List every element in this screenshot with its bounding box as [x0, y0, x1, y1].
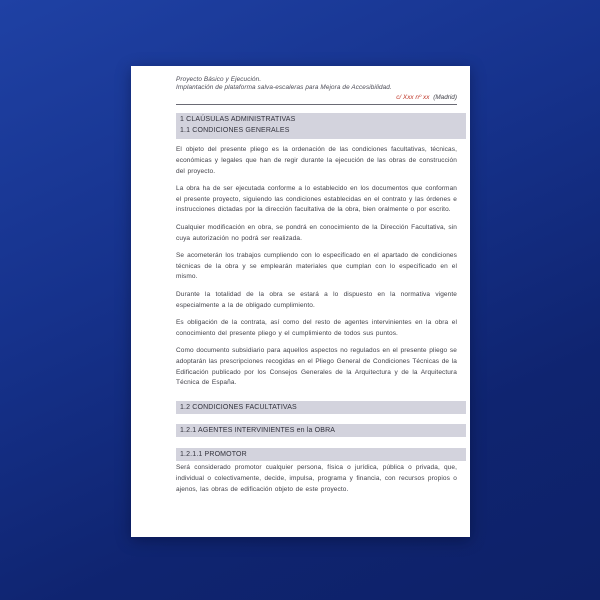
paragraph-promotor: Será considerado promotor cualquier persona, física o jurídica, pública o privada, que, individual o colectivamente, decide, impulsa, programa y financia, con recursos propios o ajenos, las obras de edificación objeto de este proyecto.	[176, 464, 457, 493]
heading-group-administrativas	[176, 113, 466, 139]
document-page	[131, 66, 470, 537]
header-rule	[176, 104, 457, 105]
header-address-city: (Madrid)	[433, 94, 457, 101]
paragraph: Se acometerán los trabajos cumpliendo con lo especificado en el apartado de condiciones técnicas de la obra y se emplearán materiales que cumplan con lo especificado en el mismo.	[176, 251, 457, 281]
heading-condiciones-facultativas: 1.2 CONDICIONES FACULTATIVAS	[176, 401, 466, 414]
header-address-line	[176, 94, 457, 102]
heading-clausulas-administrativas: 1 CLAÚSULAS ADMINISTRATIVAS	[180, 116, 296, 123]
paragraph: Es obligación de la contrata, así como del resto de agentes intervinientes en la obra el conocimiento del presente pliego y el cumplimiento de todos sus puntos.	[176, 318, 457, 337]
heading-agentes-intervinientes: 1.2.1 AGENTES INTERVINIENTES en la OBRA	[176, 424, 466, 437]
paragraph: La obra ha de ser ejecutada conforme a lo establecido en los documentos que conforman el presente proyecto, siguiendo las condiciones establecidas en el contrato y las órdenes e instrucciones dictadas por la dirección facultativa de la obra, bien oralmente o por escrito.	[176, 184, 457, 214]
paragraph: Cualquier modificación en obra, se pondrá en conocimiento de la Dirección Facultativa, sin cuya autorización no podrá ser realizada.	[176, 223, 457, 242]
header-project-subtitle: Implantación de plataforma salva-escaleras para Mejora de Accesibilidad.	[176, 84, 392, 91]
header-project-title: Proyecto Básico y Ejecución.	[176, 76, 262, 83]
paragraph: El objeto del presente pliego es la ordenación de las condiciones facultativas, técnicas, económicas y legales que han de regir durante la ejecución de las obras de construcción del proyecto.	[176, 146, 457, 175]
heading-condiciones-generales: 1.1 CONDICIONES GENERALES	[180, 126, 290, 134]
document-body	[176, 145, 457, 496]
heading-promotor: 1.2.1.1 PROMOTOR	[176, 448, 466, 461]
header-address-street: c/ Xxx nº xx	[396, 94, 430, 101]
paragraph: Como documento subsidiario para aquellos aspectos no regulados en el presente pliego se adoptarán las prescripciones recogidas en el Pliego General de Condiciones Técnicas de la Edificación publicado por los Consejos Generales de la Arquitectura y de la Arquitectura Técnica de España.	[176, 346, 457, 387]
paragraph: Durante la totalidad de la obra se estará a lo dispuesto en la normativa vigente especialmente a la de obligado cumplimiento.	[176, 290, 457, 309]
